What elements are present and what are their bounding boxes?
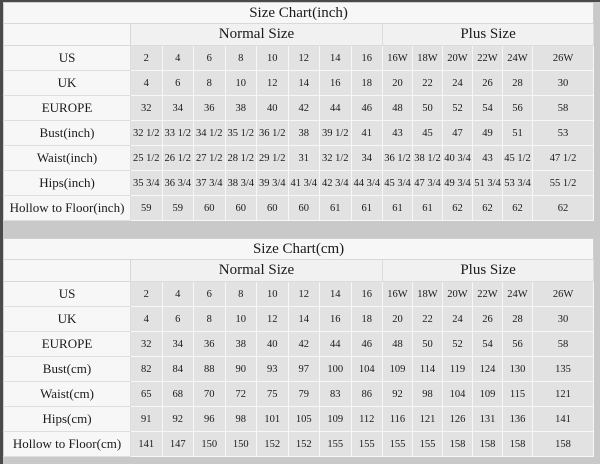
size-value-cell: 93 [257, 357, 289, 382]
size-value-cell: 86 [351, 382, 383, 407]
table-row [4, 146, 594, 171]
table-row [4, 46, 594, 71]
size-value-cell: 91 [131, 407, 163, 432]
row-label: Hips(cm) [4, 407, 131, 432]
table-title: Size Chart(inch) [4, 3, 594, 24]
size-value-cell: 114 [413, 357, 443, 382]
size-value-cell: 48 [383, 332, 413, 357]
size-value-cell: 27 1/2 [194, 146, 226, 171]
size-value-cell: 26W [533, 282, 594, 307]
size-value-cell: 121 [533, 382, 594, 407]
size-group-header-row [4, 24, 594, 46]
size-value-cell: 38 3/4 [225, 171, 257, 196]
row-label: Bust(inch) [4, 121, 131, 146]
table-row [4, 171, 594, 196]
size-value-cell: 121 [413, 407, 443, 432]
size-value-cell: 50 [413, 96, 443, 121]
size-value-cell: 141 [131, 432, 163, 457]
size-value-cell: 96 [194, 407, 226, 432]
size-value-cell: 2 [131, 282, 163, 307]
size-value-cell: 83 [320, 382, 352, 407]
table-row [4, 96, 594, 121]
size-value-cell: 158 [533, 432, 594, 457]
size-value-cell: 82 [131, 357, 163, 382]
size-value-cell: 18 [351, 307, 383, 332]
table-row [4, 282, 594, 307]
row-label: Bust(cm) [4, 357, 131, 382]
table-row [4, 432, 594, 457]
size-value-cell: 12 [288, 46, 320, 71]
size-value-cell: 53 3/4 [503, 171, 533, 196]
size-value-cell: 101 [257, 407, 289, 432]
size-value-cell: 115 [503, 382, 533, 407]
size-value-cell: 28 [503, 307, 533, 332]
size-value-cell: 72 [225, 382, 257, 407]
size-value-cell: 10 [225, 71, 257, 96]
row-label: US [4, 282, 131, 307]
size-value-cell: 75 [257, 382, 289, 407]
size-value-cell: 131 [473, 407, 503, 432]
row-label: UK [4, 71, 131, 96]
size-value-cell: 59 [131, 196, 163, 221]
size-value-cell: 26 1/2 [162, 146, 194, 171]
size-value-cell: 59 [162, 196, 194, 221]
size-value-cell: 6 [194, 282, 226, 307]
size-value-cell: 56 [503, 332, 533, 357]
size-value-cell: 14 [288, 71, 320, 96]
size-value-cell: 24 [443, 307, 473, 332]
size-value-cell: 34 [351, 146, 383, 171]
size-chart-inch-body [4, 46, 594, 221]
size-value-cell: 48 [383, 96, 413, 121]
size-value-cell: 8 [194, 71, 226, 96]
row-label: EUROPE [4, 332, 131, 357]
size-value-cell: 28 1/2 [225, 146, 257, 171]
size-value-cell: 26 [473, 71, 503, 96]
size-value-cell: 32 1/2 [131, 121, 163, 146]
size-value-cell: 22 [413, 71, 443, 96]
size-value-cell: 8 [225, 46, 257, 71]
size-value-cell: 6 [162, 307, 194, 332]
size-value-cell: 42 [288, 332, 320, 357]
size-value-cell: 126 [443, 407, 473, 432]
size-value-cell: 52 [443, 96, 473, 121]
normal-size-header: Normal Size [131, 24, 383, 46]
size-value-cell: 100 [320, 357, 352, 382]
size-value-cell: 45 [413, 121, 443, 146]
size-value-cell: 12 [288, 282, 320, 307]
size-value-cell: 14 [288, 307, 320, 332]
size-value-cell: 24W [503, 46, 533, 71]
size-value-cell: 155 [413, 432, 443, 457]
size-value-cell: 25 1/2 [131, 146, 163, 171]
size-value-cell: 92 [162, 407, 194, 432]
size-value-cell: 62 [503, 196, 533, 221]
size-value-cell: 39 3/4 [257, 171, 289, 196]
size-value-cell: 4 [131, 307, 163, 332]
size-value-cell: 36 1/2 [257, 121, 289, 146]
size-value-cell: 38 1/2 [413, 146, 443, 171]
size-value-cell: 20 [383, 307, 413, 332]
size-value-cell: 36 [194, 96, 226, 121]
size-value-cell: 43 [383, 121, 413, 146]
table-row [4, 196, 594, 221]
size-value-cell: 35 1/2 [225, 121, 257, 146]
size-value-cell: 26 [473, 307, 503, 332]
size-value-cell: 56 [503, 96, 533, 121]
size-value-cell: 20 [383, 71, 413, 96]
size-value-cell: 24W [503, 282, 533, 307]
size-value-cell: 18 [351, 71, 383, 96]
size-value-cell: 130 [503, 357, 533, 382]
size-value-cell: 20W [443, 282, 473, 307]
table-row [4, 382, 594, 407]
size-value-cell: 61 [351, 196, 383, 221]
size-value-cell: 52 [443, 332, 473, 357]
size-value-cell: 32 [131, 96, 163, 121]
size-value-cell: 34 [162, 96, 194, 121]
size-value-cell: 36 1/2 [383, 146, 413, 171]
row-label: UK [4, 307, 131, 332]
size-value-cell: 43 [473, 146, 503, 171]
size-value-cell: 49 3/4 [443, 171, 473, 196]
size-value-cell: 16 [320, 307, 352, 332]
size-value-cell: 40 3/4 [443, 146, 473, 171]
size-value-cell: 38 [225, 332, 257, 357]
corner-cell [4, 260, 131, 282]
table-row [4, 71, 594, 96]
size-value-cell: 62 [533, 196, 594, 221]
size-value-cell: 12 [257, 71, 289, 96]
size-value-cell: 8 [194, 307, 226, 332]
size-value-cell: 46 [351, 96, 383, 121]
size-chart-cm-body [4, 282, 594, 457]
table-row [4, 307, 594, 332]
size-value-cell: 90 [225, 357, 257, 382]
size-value-cell: 55 1/2 [533, 171, 594, 196]
size-value-cell: 136 [503, 407, 533, 432]
size-value-cell: 158 [503, 432, 533, 457]
size-value-cell: 88 [194, 357, 226, 382]
size-value-cell: 98 [225, 407, 257, 432]
size-value-cell: 46 [351, 332, 383, 357]
size-value-cell: 29 1/2 [257, 146, 289, 171]
size-value-cell: 152 [257, 432, 289, 457]
size-value-cell: 16W [383, 282, 413, 307]
size-value-cell: 47 [443, 121, 473, 146]
size-value-cell: 30 [533, 307, 594, 332]
size-value-cell: 38 [225, 96, 257, 121]
size-value-cell: 28 [503, 71, 533, 96]
size-value-cell: 60 [257, 196, 289, 221]
row-label: Waist(cm) [4, 382, 131, 407]
size-value-cell: 42 3/4 [320, 171, 352, 196]
table-row [4, 332, 594, 357]
row-label: Waist(inch) [4, 146, 131, 171]
size-value-cell: 51 3/4 [473, 171, 503, 196]
size-value-cell: 61 [383, 196, 413, 221]
size-value-cell: 14 [320, 46, 352, 71]
size-group-header-row [4, 260, 594, 282]
size-value-cell: 34 1/2 [194, 121, 226, 146]
size-value-cell: 98 [413, 382, 443, 407]
row-label: Hollow to Floor(inch) [4, 196, 131, 221]
size-value-cell: 60 [194, 196, 226, 221]
size-value-cell: 16 [351, 46, 383, 71]
size-value-cell: 34 [162, 332, 194, 357]
size-value-cell: 4 [131, 71, 163, 96]
size-value-cell: 33 1/2 [162, 121, 194, 146]
size-value-cell: 119 [443, 357, 473, 382]
size-value-cell: 60 [225, 196, 257, 221]
size-value-cell: 24 [443, 71, 473, 96]
size-value-cell: 61 [413, 196, 443, 221]
size-value-cell: 37 3/4 [194, 171, 226, 196]
size-value-cell: 60 [288, 196, 320, 221]
size-value-cell: 109 [473, 382, 503, 407]
size-value-cell: 92 [383, 382, 413, 407]
size-value-cell: 68 [162, 382, 194, 407]
size-value-cell: 116 [383, 407, 413, 432]
row-label: US [4, 46, 131, 71]
size-value-cell: 12 [257, 307, 289, 332]
size-value-cell: 141 [533, 407, 594, 432]
size-value-cell: 16W [383, 46, 413, 71]
size-value-cell: 53 [533, 121, 594, 146]
size-value-cell: 97 [288, 357, 320, 382]
size-value-cell: 62 [443, 196, 473, 221]
size-value-cell: 40 [257, 332, 289, 357]
size-value-cell: 47 1/2 [533, 146, 594, 171]
size-value-cell: 44 [320, 332, 352, 357]
size-value-cell: 41 [351, 121, 383, 146]
size-chart-cm-table [3, 238, 594, 457]
table-row [4, 357, 594, 382]
size-value-cell: 147 [162, 432, 194, 457]
size-value-cell: 155 [351, 432, 383, 457]
size-value-cell: 32 1/2 [320, 146, 352, 171]
size-value-cell: 10 [257, 282, 289, 307]
size-value-cell: 84 [162, 357, 194, 382]
size-value-cell: 39 1/2 [320, 121, 352, 146]
size-value-cell: 50 [413, 332, 443, 357]
size-value-cell: 79 [288, 382, 320, 407]
size-value-cell: 152 [288, 432, 320, 457]
size-value-cell: 38 [288, 121, 320, 146]
plus-size-header: Plus Size [383, 260, 594, 282]
size-value-cell: 8 [225, 282, 257, 307]
table-title: Size Chart(cm) [4, 239, 594, 260]
size-value-cell: 58 [533, 96, 594, 121]
size-value-cell: 22W [473, 282, 503, 307]
size-value-cell: 158 [473, 432, 503, 457]
size-value-cell: 26W [533, 46, 594, 71]
size-value-cell: 31 [288, 146, 320, 171]
table-title-row [4, 3, 594, 24]
plus-size-header: Plus Size [383, 24, 594, 46]
size-value-cell: 36 3/4 [162, 171, 194, 196]
size-value-cell: 45 3/4 [383, 171, 413, 196]
table-row [4, 121, 594, 146]
size-value-cell: 124 [473, 357, 503, 382]
size-value-cell: 150 [225, 432, 257, 457]
size-value-cell: 47 3/4 [413, 171, 443, 196]
size-value-cell: 42 [288, 96, 320, 121]
normal-size-header: Normal Size [131, 260, 383, 282]
size-value-cell: 49 [473, 121, 503, 146]
size-value-cell: 35 3/4 [131, 171, 163, 196]
size-value-cell: 45 1/2 [503, 146, 533, 171]
size-value-cell: 18W [413, 282, 443, 307]
size-value-cell: 70 [194, 382, 226, 407]
size-value-cell: 6 [194, 46, 226, 71]
size-value-cell: 22 [413, 307, 443, 332]
size-value-cell: 104 [351, 357, 383, 382]
size-value-cell: 18W [413, 46, 443, 71]
size-value-cell: 109 [320, 407, 352, 432]
size-value-cell: 2 [131, 46, 163, 71]
size-chart-inch-table [3, 2, 594, 221]
table-row [4, 407, 594, 432]
row-label: EUROPE [4, 96, 131, 121]
size-value-cell: 58 [533, 332, 594, 357]
size-value-cell: 4 [162, 282, 194, 307]
size-value-cell: 30 [533, 71, 594, 96]
size-value-cell: 6 [162, 71, 194, 96]
size-value-cell: 135 [533, 357, 594, 382]
size-value-cell: 54 [473, 332, 503, 357]
size-value-cell: 104 [443, 382, 473, 407]
size-value-cell: 41 3/4 [288, 171, 320, 196]
size-value-cell: 14 [320, 282, 352, 307]
size-value-cell: 16 [351, 282, 383, 307]
size-value-cell: 61 [320, 196, 352, 221]
table-title-row [4, 239, 594, 260]
size-value-cell: 62 [473, 196, 503, 221]
size-value-cell: 32 [131, 332, 163, 357]
size-value-cell: 10 [225, 307, 257, 332]
size-value-cell: 40 [257, 96, 289, 121]
size-value-cell: 44 [320, 96, 352, 121]
size-value-cell: 51 [503, 121, 533, 146]
size-value-cell: 150 [194, 432, 226, 457]
size-value-cell: 10 [257, 46, 289, 71]
size-value-cell: 109 [383, 357, 413, 382]
size-value-cell: 22W [473, 46, 503, 71]
size-value-cell: 65 [131, 382, 163, 407]
row-label: Hips(inch) [4, 171, 131, 196]
size-value-cell: 105 [288, 407, 320, 432]
size-value-cell: 4 [162, 46, 194, 71]
size-value-cell: 112 [351, 407, 383, 432]
size-value-cell: 36 [194, 332, 226, 357]
size-value-cell: 44 3/4 [351, 171, 383, 196]
size-value-cell: 16 [320, 71, 352, 96]
size-value-cell: 158 [443, 432, 473, 457]
size-value-cell: 54 [473, 96, 503, 121]
size-value-cell: 155 [320, 432, 352, 457]
row-label: Hollow to Floor(cm) [4, 432, 131, 457]
size-value-cell: 20W [443, 46, 473, 71]
corner-cell [4, 24, 131, 46]
size-value-cell: 155 [383, 432, 413, 457]
